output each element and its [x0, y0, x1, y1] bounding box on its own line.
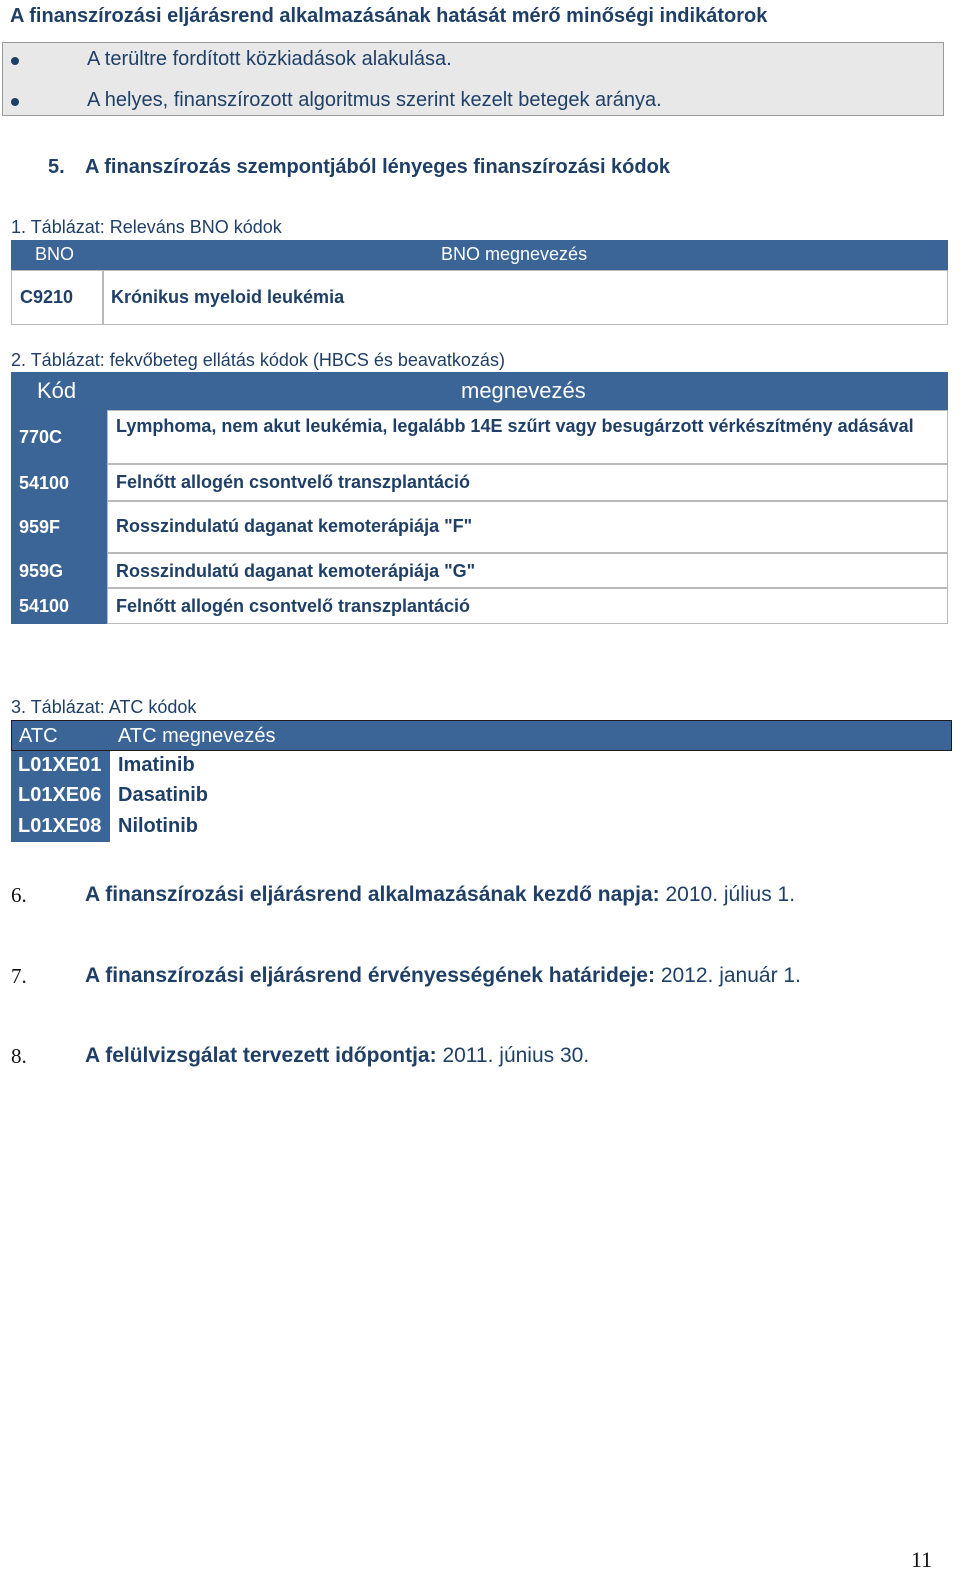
table3-caption: 3. Táblázat: ATC kódok — [11, 697, 197, 717]
page-heading: A finanszírozási eljárásrend alkalmazásának hatását mérő minőségi indikátorok — [10, 5, 768, 27]
row-code: 959G — [19, 561, 64, 581]
row-name: Rosszindulatú daganat kemoterápiája "F" — [116, 516, 473, 536]
indicator-text: A terültre fordított közkiadások alakulása. — [87, 48, 452, 70]
item-6-text — [85, 883, 795, 907]
section-title: A finanszírozás szempontjából lényeges finanszírozási kódok — [85, 156, 670, 178]
table-cell — [11, 270, 103, 325]
column-header: ATC — [19, 725, 58, 747]
column-header: megnevezés — [461, 378, 586, 403]
atc-name: Imatinib — [118, 754, 195, 776]
column-header: ATC megnevezés — [118, 725, 276, 747]
bullet-icon — [11, 98, 19, 106]
item-8 — [11, 1044, 27, 1069]
table-header-row — [11, 720, 952, 751]
row-code: 54100 — [19, 596, 70, 616]
table-row — [107, 501, 948, 553]
code-column — [11, 751, 110, 842]
item-value: 2010. július 1. — [665, 883, 796, 906]
indicator-text: A helyes, finanszírozott algoritmus szerint kezelt betegek aránya. — [87, 89, 662, 111]
column-header: BNO — [35, 244, 75, 264]
atc-code: L01XE08 — [18, 815, 102, 837]
item-number: 8. — [11, 1044, 27, 1068]
item-number: 6. — [11, 883, 27, 907]
item-label: A felülvizsgálat tervezett időpontja: — [85, 1044, 437, 1067]
item-value: 2011. június 30. — [442, 1044, 590, 1067]
code-column — [11, 410, 107, 624]
item-number: 7. — [11, 964, 27, 988]
bullet-icon — [11, 57, 19, 65]
atc-table — [11, 720, 952, 842]
table2-caption: 2. Táblázat: fekvőbeteg ellátás kódok (HBCS és beavatkozás) — [11, 350, 505, 370]
row-code: 959F — [19, 517, 61, 537]
bno-name: Krónikus myeloid leukémia — [111, 287, 345, 307]
item-7-text — [85, 964, 801, 988]
atc-name: Dasatinib — [118, 784, 209, 806]
table-row — [107, 464, 948, 501]
table-header-row — [11, 240, 948, 270]
atc-code: L01XE06 — [18, 784, 102, 806]
row-name: Felnőtt allogén csontvelő transzplantáció — [116, 472, 471, 492]
bno-code: C9210 — [20, 287, 74, 307]
table1-caption: 1. Táblázat: Releváns BNO kódok — [11, 217, 282, 237]
row-name: Lymphoma, nem akut leukémia, legalább 14E szűrt vagy besugárzott vérkészítmény adásával — [116, 416, 914, 436]
row-name: Felnőtt allogén csontvelő transzplantáció — [116, 596, 471, 616]
table-row — [107, 553, 948, 588]
table-header-row — [11, 372, 948, 410]
column-header: BNO megnevezés — [441, 244, 588, 264]
item-8-text — [85, 1044, 589, 1068]
hbcs-table — [11, 372, 948, 624]
item-6 — [11, 883, 27, 908]
table-cell — [103, 270, 948, 325]
atc-name: Nilotinib — [118, 815, 198, 837]
column-header: Kód — [37, 378, 77, 403]
indicator-list — [2, 42, 944, 116]
table-row — [107, 588, 948, 624]
row-name: Rosszindulatú daganat kemoterápiája "G" — [116, 561, 476, 581]
row-code: 770C — [19, 427, 63, 447]
page-number: 11 — [911, 1547, 933, 1572]
item-7 — [11, 964, 27, 989]
atc-code: L01XE01 — [18, 754, 102, 776]
table-row — [107, 410, 948, 464]
bno-table — [11, 240, 948, 325]
item-value: 2012. január 1. — [660, 964, 801, 987]
row-code: 54100 — [19, 473, 70, 493]
section-number: 5. — [48, 156, 65, 178]
item-label: A finanszírozási eljárásrend alkalmazásának kezdő napja: — [85, 883, 660, 906]
item-label: A finanszírozási eljárásrend érvényességének határideje: — [85, 964, 655, 987]
